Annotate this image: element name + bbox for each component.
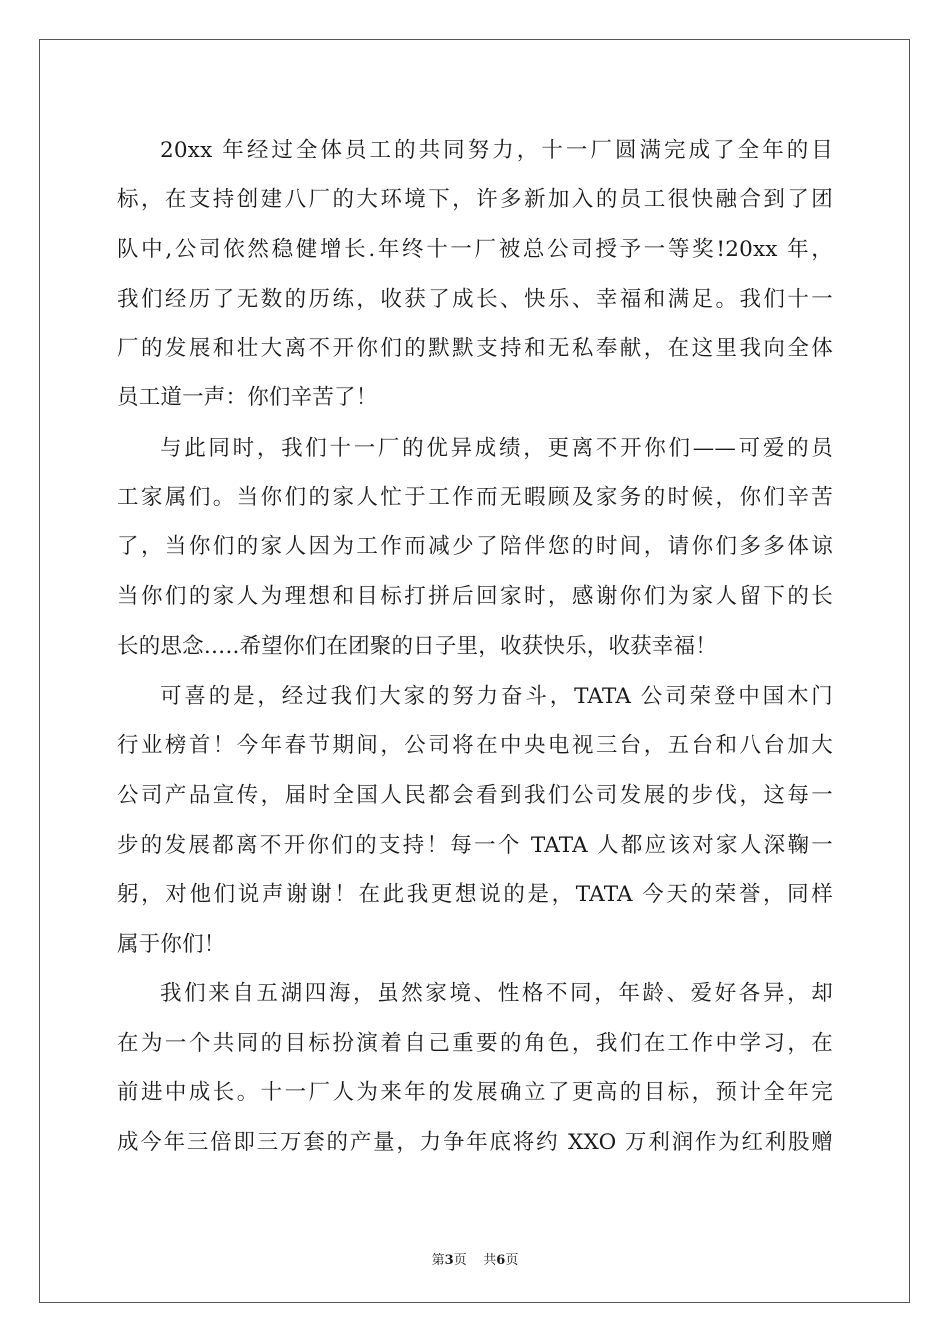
paragraph-2-line-4: 当你们的家人为理想和目标打拼后回家时，感谢你们为家人留下的长	[117, 584, 833, 609]
paragraph-3-line-1: 可喜的是，经过我们大家的努力奋斗，TATA 公司荣登中国木门	[160, 684, 833, 709]
paragraph-4-line-3: 前进中成长。十一厂人为来年的发展确立了更高的目标，预计全年完	[117, 1080, 833, 1105]
paragraph-3-line-6: 属于你们！	[117, 932, 226, 957]
page-footer	[0, 1249, 950, 1268]
paragraph-2-line-3: 了，当你们的家人因为工作而减少了陪伴您的时间，请你们多多体谅	[117, 534, 833, 559]
paragraph-1-line-4: 我们经历了无数的历练，收获了成长、快乐、幸福和满足。我们十一	[117, 287, 833, 312]
paragraph-3-line-5: 躬，对他们说声谢谢！在此我更想说的是，TATA 今天的荣誉，同样	[117, 882, 833, 907]
paragraph-4-line-1: 我们来自五湖四海，虽然家境、性格不同，年龄、爱好各异，却	[160, 981, 833, 1006]
footer-total-suffix: 页	[505, 1253, 519, 1268]
footer-total-prefix: 共	[483, 1253, 497, 1268]
paragraph-1-line-1: 20xx 年经过全体员工的共同努力，十一厂圆满完成了全年的目	[160, 138, 833, 163]
paragraph-2-line-1: 与此同时，我们十一厂的优异成绩，更离不开你们——可爱的员	[160, 436, 833, 461]
footer-page-prefix: 第	[431, 1253, 445, 1268]
paragraph-1-line-3: 队中,公司依然稳健增长.年终十一厂被总公司授予一等奖!20xx 年，	[117, 237, 833, 262]
paragraph-3-line-4: 步的发展都离不开你们的支持！每一个 TATA 人都应该对家人深鞠一	[117, 833, 833, 858]
footer-total-pages: 6	[496, 1253, 506, 1268]
page-border	[39, 39, 910, 1303]
paragraph-3-line-3: 公司产品宣传，届时全国人民都会看到我们公司发展的步伐，这每一	[117, 783, 833, 808]
footer-page-suffix: 页	[453, 1253, 467, 1268]
footer-page-number: 3	[444, 1253, 454, 1268]
paragraph-2-line-2: 工家属们。当你们的家人忙于工作而无暇顾及家务的时候，你们辛苦	[117, 485, 833, 510]
paragraph-1-line-5: 厂的发展和壮大离不开你们的默默支持和无私奉献，在这里我向全体	[117, 336, 833, 361]
paragraph-4-line-2: 在为一个共同的目标扮演着自己重要的角色，我们在工作中学习，在	[117, 1031, 833, 1056]
paragraph-1-line-2: 标，在支持创建八厂的大环境下，许多新加入的员工很快融合到了团	[117, 187, 833, 212]
paragraph-3-line-2: 行业榜首！今年春节期间，公司将在中央电视三台，五台和八台加大	[117, 733, 833, 758]
paragraph-2-line-5: 长的思念…..希望你们在团聚的日子里，收获快乐，收获幸福！	[117, 634, 717, 659]
paragraph-1-line-6: 员工道一声：你们辛苦了！	[117, 385, 378, 410]
paragraph-4-line-4: 成今年三倍即三万套的产量，力争年底将约 XXO 万利润作为红利股赠	[117, 1130, 833, 1155]
